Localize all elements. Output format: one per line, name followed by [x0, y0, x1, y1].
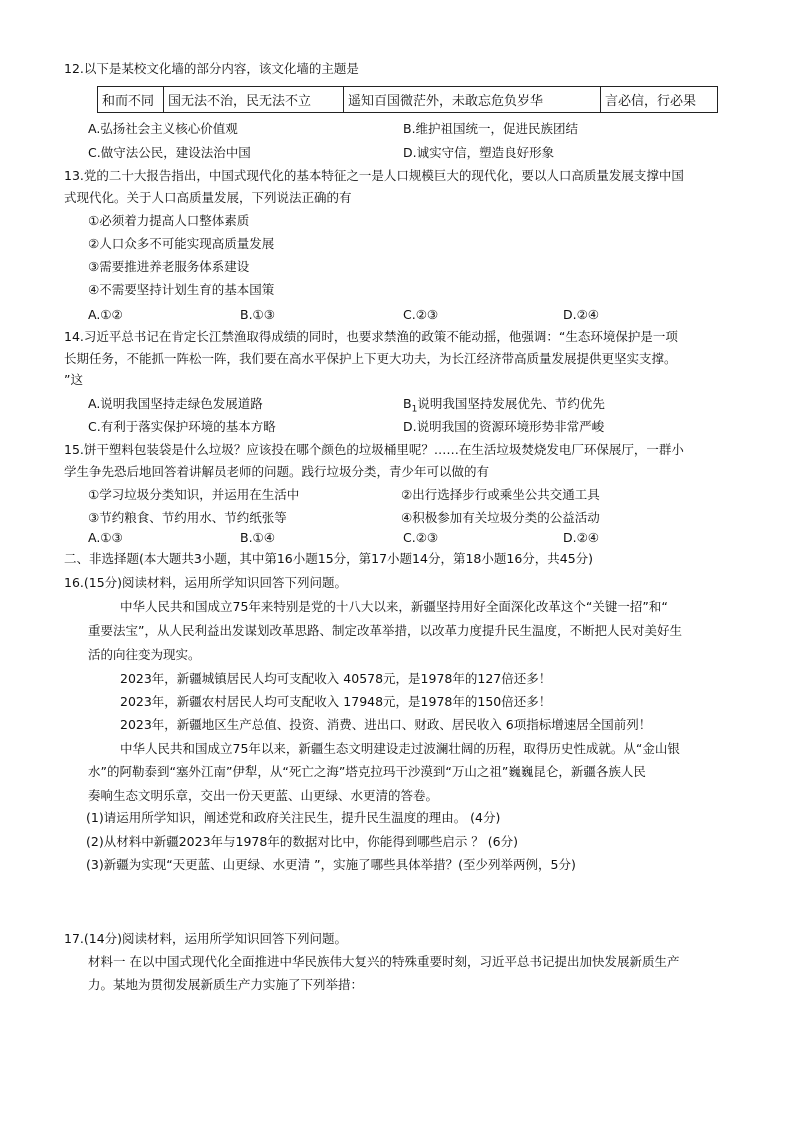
q13-item-2: ②人口众多不可能实现高质量发展: [88, 236, 275, 251]
q16-subquestion-3: (3)新疆为实现“天更蓝、山更绿、水更清 ”，实施了哪些具体举措？(至少列举两例，5分): [86, 857, 576, 872]
q15-item-4: ④积极参加有关垃圾分类的公益活动: [401, 510, 600, 525]
culture-wall-cell: 遥知百国微茫外，未敢忘危负岁华: [344, 87, 601, 112]
q13-item-1: ①必须着力提高人口整体素质: [88, 213, 250, 228]
q14-option-c: C.有利于落实保护环境的基本方略: [88, 419, 276, 434]
q17-stem: 17.(14分)阅读材料，运用所学知识回答下列问题。: [64, 931, 348, 946]
q13-option-b: B.①③: [240, 307, 275, 322]
q16-data-line: 2023年，新疆地区生产总值、投资、消费、进出口、财政、居民收入 6项指标增速居全国前列！: [120, 717, 652, 732]
q16-material-line: 中华人民共和国成立75年以来，新疆生态文明建设走过波澜壮阔的历程，取得历史性成就。从“金山银: [120, 741, 680, 756]
q15-item-3: ③节约粮食、节约用水、节约纸张等: [88, 510, 287, 525]
q13-option-c: C.②③: [403, 307, 439, 322]
q16-material-line: 中华人民共和国成立75年来特别是党的十八大以来，新疆坚持用好全面深化改革这个“关键一招”和“: [120, 599, 668, 614]
q13-option-d: D.②④: [563, 307, 600, 322]
q15-option-a: A.①③: [88, 530, 123, 545]
q13-option-a: A.①②: [88, 307, 123, 322]
q13-item-4: ④不需要坚持计划生育的基本国策: [88, 282, 275, 297]
q15-item-1: ①学习垃圾分类知识，并运用在生活中: [88, 487, 300, 502]
q16-stem: 16.(15分)阅读材料，运用所学知识回答下列问题。: [64, 575, 348, 590]
q15-option-c: C.②③: [403, 530, 439, 545]
q15-option-d: D.②④: [563, 530, 600, 545]
q12-option-c: C.做守法公民，建设法治中国: [88, 145, 251, 160]
q14-option-a: A.说明我国坚持走绿色发展道路: [88, 396, 263, 411]
culture-wall-cell: 国无法不治，民无法不立: [164, 87, 344, 112]
q14-stem-line-2: 长期任务，不能抓一阵松一阵，我们要在高水平保护上下更大功夫，为长江经济带高质量发展提供更坚实支撑。: [64, 351, 677, 366]
q14-option-b: $B_1$说明我国坚持发展优先、节约优先: [403, 396, 605, 415]
q14-option-d: D.说明我国的资源环境形势非常严峻: [403, 419, 605, 434]
q16-subquestion-2: (2)从材料中新疆2023年与1978年的数据对比中，你能得到哪些启示 ？ (6分): [86, 834, 518, 849]
q17-material-line: 材料一 在以中国式现代化全面推进中华民族伟大复兴的特殊重要时刻，习近平总书记提出加快发展新质生产: [88, 954, 680, 969]
culture-wall-table: [97, 86, 718, 113]
q15-item-2: ②出行选择步行或乘坐公共交通工具: [401, 487, 600, 502]
section-heading: 二、非选择题(本大题共3小题，其中第16小题15分，第17小题14分，第18小题16分，共45分): [64, 551, 594, 566]
q15-option-b: B.①④: [240, 530, 275, 545]
q16-material-line: 水”的阿勒泰到“塞外江南”伊犁，从“死亡之海”塔克拉玛干沙漠到“万山之祖”巍巍昆仑，新疆各族人民: [88, 764, 646, 779]
q12-option-a: A.弘扬社会主义核心价值观: [88, 121, 238, 136]
q12-option-d: D.诚实守信，塑造良好形象: [403, 145, 555, 160]
q14-stem-line-3: ”这: [64, 372, 83, 387]
q17-material-line: 力。某地为贯彻发展新质生产力实施了下列举措：: [88, 977, 364, 992]
q13-stem-line-1: 13.党的二十大报告指出，中国式现代化的基本特征之一是人口规模巨大的现代化，要以人口高质量发展支撑中国: [64, 168, 684, 183]
q16-subquestion-1: (1)请运用所学知识，阐述党和政府关注民生，提升民生温度的理由。 (4分): [86, 810, 501, 825]
q13-item-3: ③需要推进养老服务体系建设: [88, 259, 250, 274]
q16-material-line: 活的向往变为现实。: [88, 647, 201, 662]
q12-option-b: B.维护祖国统一，促进民族团结: [403, 121, 579, 136]
q13-stem-line-2: 式现代化。关于人口高质量发展，下列说法正确的有: [64, 190, 352, 205]
q16-material-line: 重要法宝”，从人民利益出发谋划改革思路、制定改革举措，以改革力度提升民生温度，不断把人民对美好生: [88, 623, 682, 638]
q15-stem-line-2: 学生争先恐后地回答着讲解员老师的问题。践行垃圾分类，青少年可以做的有: [64, 464, 490, 479]
q15-stem-line-1: 15.饼干塑料包装袋是什么垃圾？应该投在哪个颜色的垃圾桶里呢？……在生活垃圾焚烧发电厂环保展厅，一群小: [64, 442, 684, 457]
culture-wall-cell: 言必信，行必果: [605, 94, 697, 109]
q16-data-line: 2023年，新疆城镇居民人均可支配收入 40578元，是1978年的127倍还多！: [120, 671, 552, 686]
q12-stem: 12.以下是某校文化墙的部分内容，该文化墙的主题是: [64, 61, 359, 76]
q16-data-line: 2023年，新疆农村居民人均可支配收入 17948元，是1978年的150倍还多！: [120, 694, 552, 709]
q16-material-line: 奏响生态文明乐章，交出一份天更蓝、山更绿、水更清的答卷。: [88, 788, 439, 803]
culture-wall-cell: 和而不同: [98, 87, 164, 112]
q14-stem-line-1: 14.习近平总书记在肯定长江禁渔取得成绩的同时，也要求禁渔的政策不能动摇，他强调：“生态环境保护是一项: [64, 329, 678, 344]
